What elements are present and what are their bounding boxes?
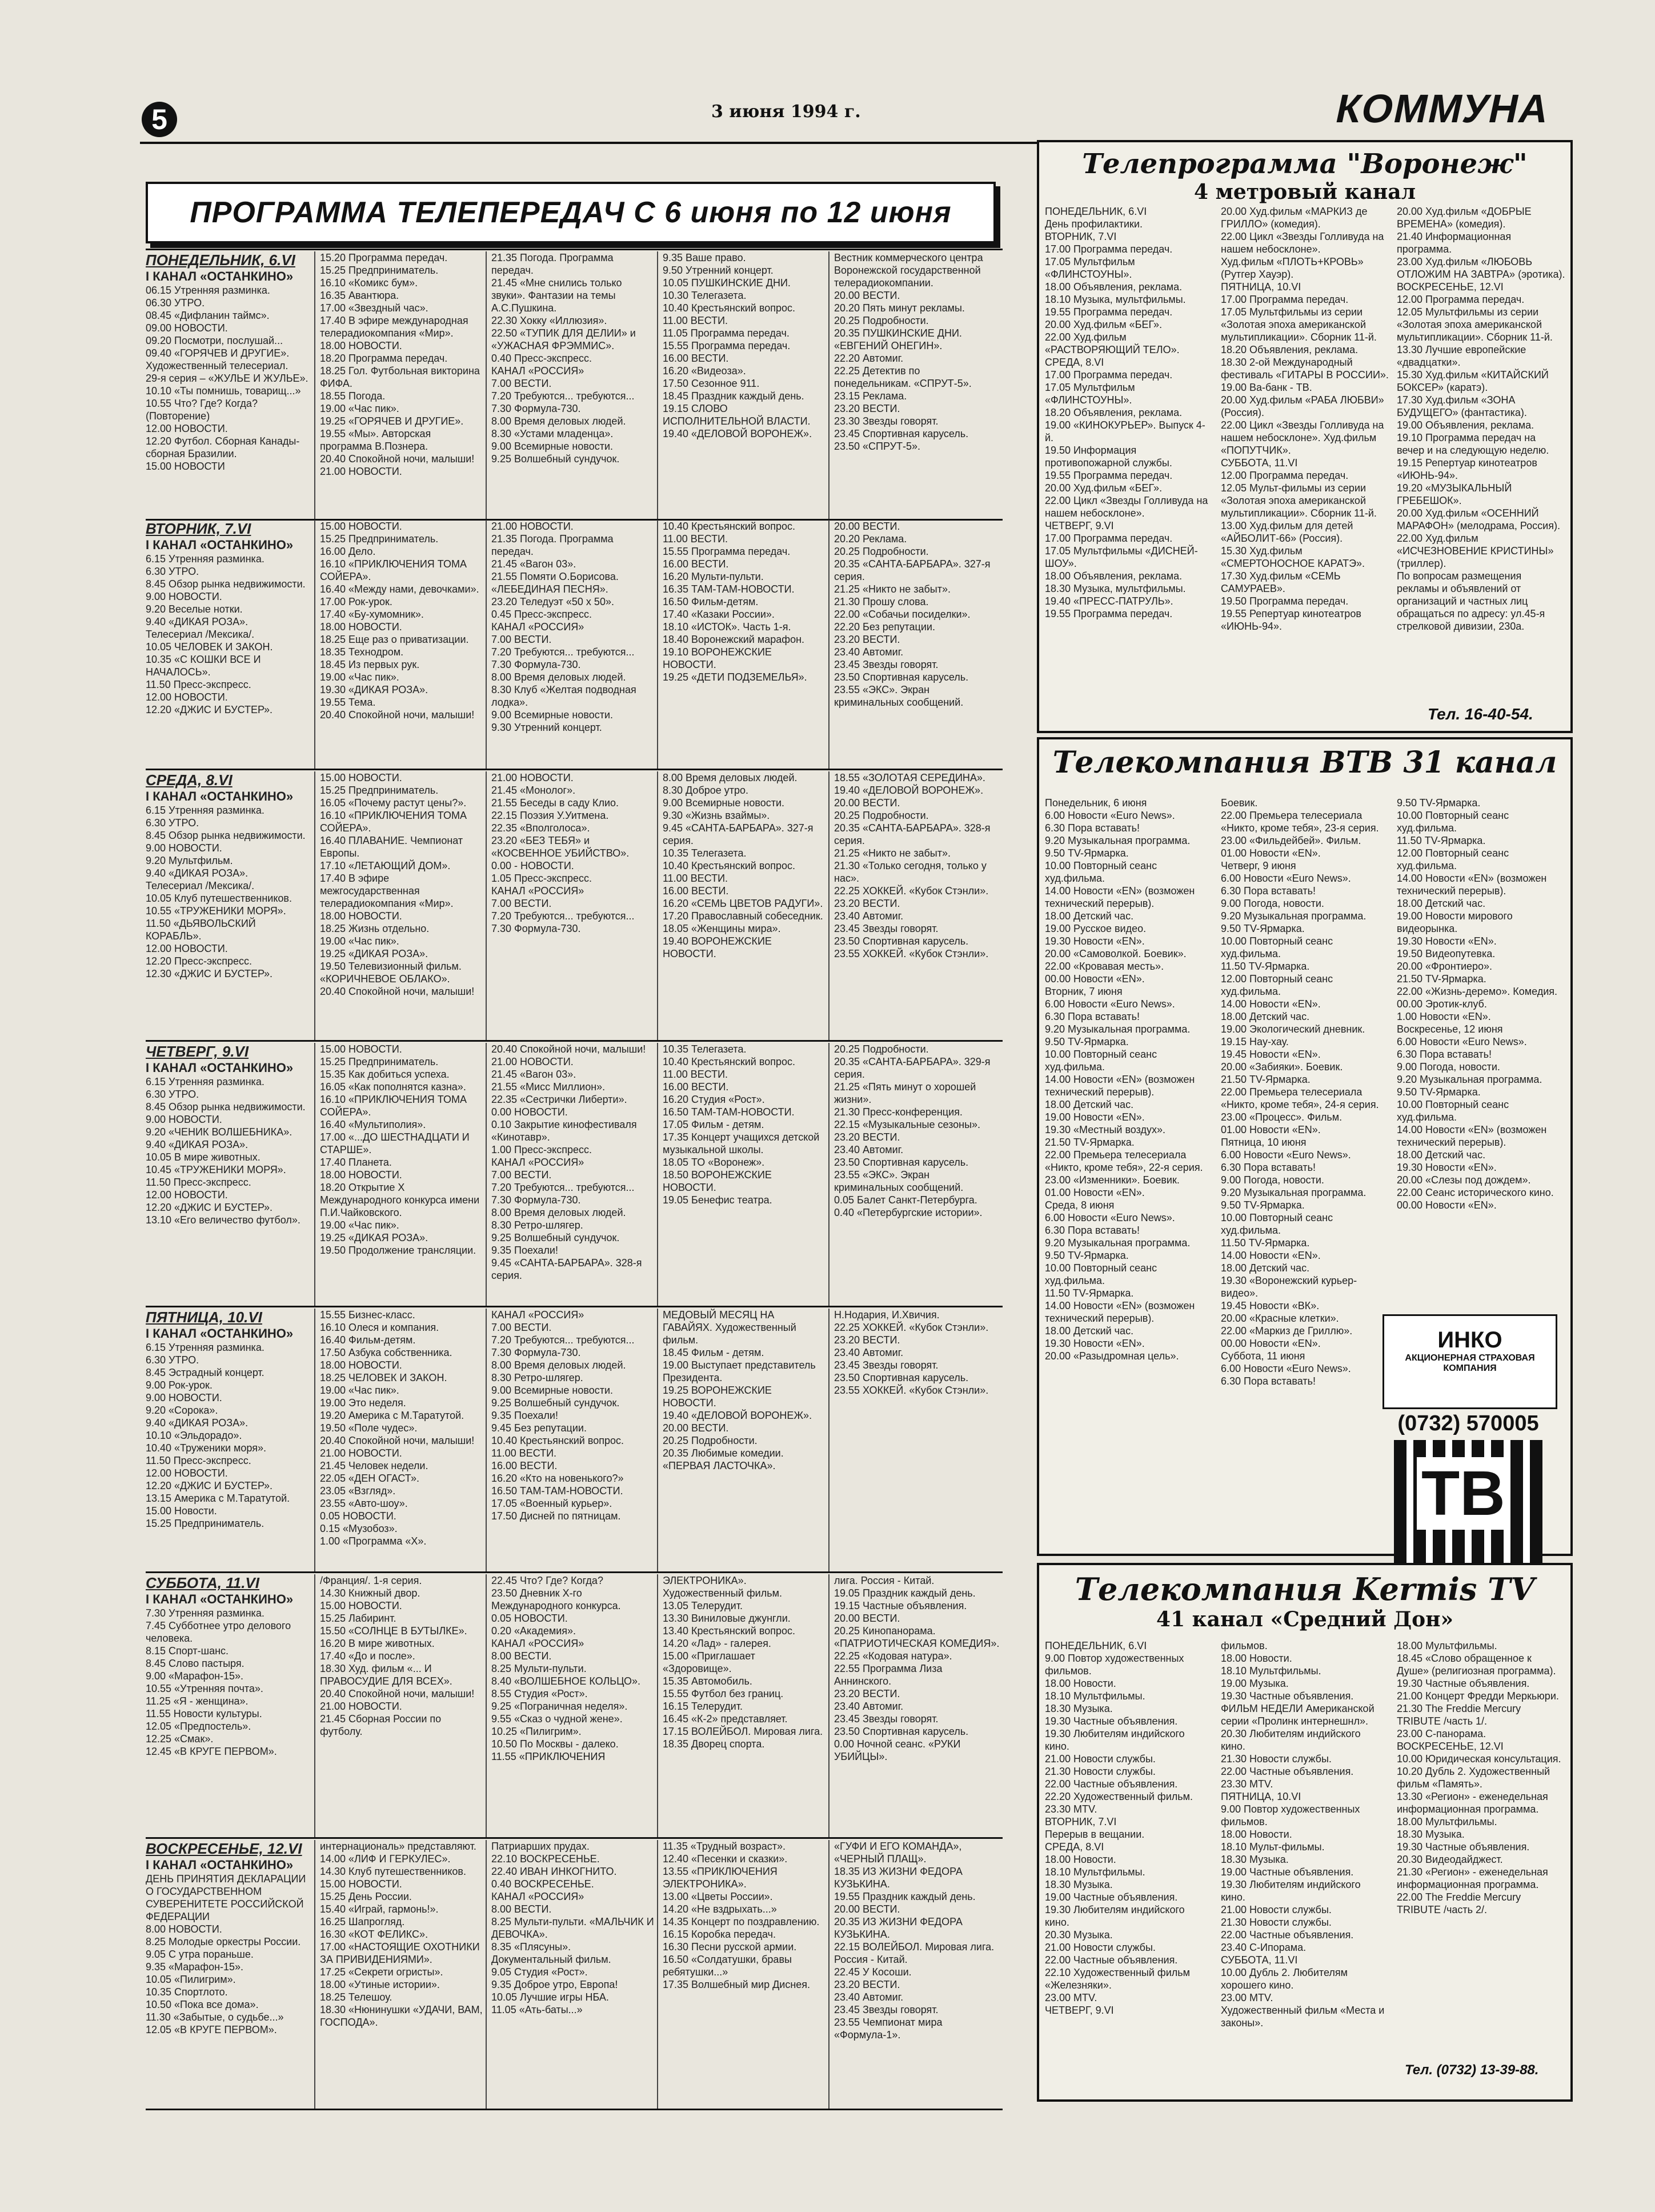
voronezh-phone: Тел. 16-40-54.	[1428, 705, 1533, 723]
day-block-monday	[146, 251, 1003, 521]
day-block-thursday	[146, 1043, 1003, 1307]
vtv-column: 9.50 TV-Ярмарка. 10.00 Повторный сеанс худ.фильма. 11.50 TV-Ярмарка. 12.00 Повторный сеанс худ.фильма. 14.00 Новости «EN» (возможен технический перерыв). 18.00 Детский час. 19.00 Новости мирового видеорынка. 19.30 Новости «EN». 19.50 Видеопутевка. 20.00 «Фронтиеро». 21.50 TV-Ярмарка. 22.00 «Жизнь-деремо». Комедия. 00.00 Эротик-клуб. 1.00 Новости «EN». Воскресенье, 12 июня 6.00 Новости «Euro News». 6.30 Пора вставать! 9.00 Погода, новости. 9.20 Музыкальная программа. 9.50 TV-Ярмарка. 10.00 Повторный сеанс худ.фильма. 14.00 Новости «EN» (возможен технический перерыв). 18.00 Детский час. 19.30 Новости «EN». 20.00 «Слезы под дождем». 22.00 Сеанс исторического кино. 00.00 Новости «EN».	[1397, 797, 1558, 1211]
listing-text: 9.35 Ваше право. 9.50 Утренний концерт. 10.05 ПУШКИНСКИЕ ДНИ. 10.30 Телегазета. 10.40 Крестьянский вопрос. 11.00 ВЕСТИ. 11.05 Программа передач. 15.55 Программа передач. 16.00 ВЕСТИ. 16.20 «Видеоза». 17.50 Сезонное 911. 18.45 Праздник каждый день. 19.15 СЛОВО ИСПОЛНИТЕЛЬНОЙ ВЛАСТИ. 19.40 «ДЕЛОВОЙ ВОРОНЕЖ».	[663, 252, 812, 439]
day-block-friday	[146, 1309, 1003, 1573]
kermis-column: фильмов. 18.00 Новости. 18.10 Мультфильмы. 19.00 Музыка. 19.30 Частные объявления. ФИЛЬМ НЕДЕЛИ Американской серии «Пролинк интернешнл». 20.30 Любителям индийского кино. 21.30 Новости службы. 22.00 Частные объявления. 23.30 MTV. ПЯТНИЦА, 10.VI 9.00 Повтор художественных фильмов. 18.00 Новости. 18.10 Мульт-фильмы. 18.30 Музыка. 19.00 Частные объявления. 19.30 Любителям индийского кино. 21.00 Новости службы. 21.30 Новости службы. 22.00 Частные объявления. 23.40 С-Ипорама. СУББОТА, 11.VI 10.00 Дубль 2. Любителям хорошего кино. 23.00 MTV. Художественный фильм «Места и законы».	[1221, 1640, 1385, 2029]
issue-date: 3 июня 1994 г.	[711, 102, 861, 122]
listing-text: КАНАЛ «РОССИЯ» 7.00 ВЕСТИ. 7.20 Требуются... требуются... 7.30 Формула-730. 8.00 Время деловых людей. 8.30 Ретро-шлягер. 9.00 Всемирные новости. 9.25 Волшебный сундучок. 9.35 Поехали! 9.45 Без репутации. 10.40 Крестьянский вопрос. 11.00 ВЕСТИ. 16.00 ВЕСТИ. 16.20 «Кто на новенького?» 16.50 ТАМ-ТАМ-НОВОСТИ. 17.05 «Военный курьер». 17.50 Дисней по пятницам.	[491, 1309, 635, 1522]
masthead-logo: КОММУНА	[1332, 86, 1554, 131]
listing-text: «ГУФИ И ЕГО КОМАНДА», «ЧЕРНЫЙ ПЛАЩ». 18.35 ИЗ ЖИЗНИ ФЕДОРА КУЗЬКИНА. 19.55 Праздник каждый день. 20.00 ВЕСТИ. 20.35 ИЗ ЖИЗНИ ФЕДОРА КУЗЬКИНА. 22.15 ВОЛЕЙБОЛ. Мировая лига. Россия - Китай. 22.45 У Косоши. 23.20 ВЕСТИ. 23.40 Автомиг. 23.45 Звезды говорят. 23.55 Чемпионат мира «Формула-1».	[834, 1841, 995, 2041]
listing-text: 7.30 Утренняя разминка. 7.45 Субботнее утро делового человека. 8.15 Спорт-шанс. 8.45 Слово пастыря. 9.00 «Марафон-15». 10.55 «Утренняя почта». 11.25 «Я - женщина». 11.55 Новости культуры. 12.05 «Предпостель». 12.25 «Смак». 12.45 «В КРУГЕ ПЕРВОМ».	[146, 1607, 291, 1757]
day-heading: ЧЕТВЕРГ, 9.VI	[146, 1043, 249, 1060]
listing-text: 20.25 Подробности. 20.35 «САНТА-БАРБАРА». 329-я серия. 21.25 «Пять минут о хорошей жизни». 21.30 Пресс-конференция. 22.15 «Музыкальные сезоны». 23.20 ВЕСТИ. 23.40 Автомиг. 23.50 Спортивная карусель. 23.55 «ЭКС». Экран криминальных сообщений. 0.05 Балет Санкт-Петербурга. 0.40 «Петербургские истории».	[834, 1043, 991, 1218]
day-block-sunday	[146, 1840, 1003, 2110]
kermis-box	[1037, 1563, 1573, 2102]
listing-text: 20.40 Спокойной ночи, малыши! 21.00 НОВОСТИ. 21.45 «Вагон 03». 21.55 «Мисс Миллион». 22.35 «Сестрички Либерти». 0.00 НОВОСТИ. 0.10 Закрытие кинофестиваля «Кинотавр». 1.00 Пресс-экспресс. КАНАЛ «РОССИЯ» 7.00 ВЕСТИ. 7.20 Требуются... требуются... 7.30 Формула-730. 8.00 Время деловых людей. 8.30 Ретро-шлягер. 9.25 Волшебный сундучок. 9.35 Поехали! 9.45 «САНТА-БАРБАРА». 328-я серия.	[491, 1043, 646, 1281]
channel-name: I КАНАЛ «ОСТАНКИНО»	[146, 1326, 294, 1341]
channel-name: I КАНАЛ «ОСТАНКИНО»	[146, 1061, 294, 1075]
listing-text: лига. Россия - Китай. 19.05 Праздник каждый день. 19.15 Частные объявления. 20.00 ВЕСТИ. 20.25 Кинопанорама. «ПАТРИОТИЧЕСКАЯ КОМЕДИЯ». 22.25 «Кодовая натура». 22.55 Программа Лиза Аннинского. 23.20 ВЕСТИ. 23.40 Автомиг. 23.45 Звезды говорят. 23.50 Спортивная карусель. 0.00 Ночной сеанс. «РУКИ УБИЙЦЫ».	[834, 1575, 1000, 1762]
listing-text: 15.20 Программа передач. 15.25 Предприниматель. 16.10 «Комикс бум». 16.35 Авантюра. 17.00 «Звездный час». 17.40 В эфире международная телерадиокомпания «Мир». 18.00 НОВОСТИ. 18.20 Программа передач. 18.25 Гол. Футбольная викторина ФИФА. 18.55 Погода. 19.00 «Час пик». 19.25 «ГОРЯЧЕВ И ДРУГИЕ». 19.55 «Мы». Авторская программа В.Познера. 20.40 Спокойной ночи, малыши! 21.00 НОВОСТИ.	[320, 252, 480, 477]
banner-title: ПРОГРАММА ТЕЛЕПЕРЕДАЧ С 6 июня по 12 июня	[190, 196, 952, 229]
schedule-banner	[146, 182, 996, 243]
channel-name: I КАНАЛ «ОСТАНКИНО»	[146, 269, 294, 283]
channel-name: I КАНАЛ «ОСТАНКИНО»	[146, 1858, 294, 1872]
listing-text: 06.15 Утренняя разминка. 06.30 УТРО. 08.45 «Дифланин таймс». 09.00 НОВОСТИ. 09.20 Посмотри, послушай... 09.40 «ГОРЯЧЕВ И ДРУГИЕ». Художественный телесериал. 29-я серия – «ЖУЛЬЕ И ЖУЛЬЕ». 10.10 «Ты помнишь, товарищ...» 10.55 Что? Где? Когда? (Повторение) 12.00 НОВОСТИ. 12.20 Футбол. Сборная Канады-сборная Бразилии. 15.00 НОВОСТИ	[146, 285, 308, 472]
day-heading: ПЯТНИЦА, 10.VI	[146, 1309, 262, 1326]
listing-text: 6.15 Утренняя разминка. 6.30 УТРО. 8.45 Обзор рынка недвижимости. 9.00 НОВОСТИ. 9.20 «ЧЕНИК ВОЛШЕБНИКА». 9.40 «ДИКАЯ РОЗА». 10.05 В мире животных. 10.45 «ТРУЖЕНИКИ МОРЯ». 11.50 Пресс-экспресс. 12.00 НОВОСТИ. 12.20 «ДЖИС И БУСТЕР». 13.10 «Его величество футбол».	[146, 1076, 306, 1226]
listing-text: 21.00 НОВОСТИ. 21.45 «Монолог». 21.55 Беседы в саду Клио. 22.15 Поэзия У.Уитмена. 22.35 «Вполголоса». 23.20 «БЕЗ ТЕБЯ» и «КОСВЕННОЕ УБИЙСТВО». 0.00 - НОВОСТИ. 1.05 Пресс-экспресс. КАНАЛ «РОССИЯ» 7.00 ВЕСТИ. 7.20 Требуются... требуются... 7.30 Формула-730.	[491, 772, 635, 934]
vtv-column: Понедельник, 6 июня 6.00 Новости «Euro News». 6.30 Пора вставать! 9.20 Музыкальная программа. 9.50 TV-Ярмарка. 10.00 Повторный сеанс худ.фильма. 14.00 Новости «EN» (возможен технический перерыв). 18.00 Детский час. 19.00 Русское видео. 19.30 Новости «EN». 20.00 «Самоволкой. Боевик». 22.00 «Кровавая месть». 00.00 Новости «EN». Вторник, 7 июня 6.00 Новости «Euro News». 6.30 Пора вставать! 9.20 Музыкальная программа. 9.50 TV-Ярмарка. 10.00 Повторный сеанс худ.фильма. 14.00 Новости «EN» (возможен технический перерыв). 18.00 Детский час. 19.00 Новости «EN». 19.30 «Местный воздух». 21.50 TV-Ярмарка. 22.00 Премьера телесериала «Никто, кроме тебя», 22-я серия. 23.00 «Изменники». Боевик. 01.00 Новости «EN». Среда, 8 июня 6.00 Новости «Euro News». 6.30 Пора вставать! 9.20 Музыкальная программа. 9.50 TV-Ярмарка. 10.00 Повторный сеанс худ.фильма. 11.50 TV-Ярмарка. 14.00 Новости «EN» (возможен технический перерыв). 18.00 Детский час. 19.30 Новости «EN». 20.00 «Разыдромная цель».	[1045, 797, 1203, 1362]
voronezh-column: 20.00 Худ.фильм «ДОБРЫЕ ВРЕМЕНА» (комедия). 21.40 Информационная программа. 23.00 Худ.фильм «ЛЮБОВЬ ОТЛОЖИМ НА ЗАВТРА» (эротика). ВОСКРЕСЕНЬЕ, 12.VI 12.00 Программа передач. 12.05 Мультфильмы из серии «Золотая эпоха американской мультипликации». Сборник 11-й. 13.30 Лучшие европейские «двадцатки». 15.30 Худ.фильм «КИТАЙСКИЙ БОКСЕР» (каратэ). 17.30 Худ.фильм «ЗОНА БУДУЩЕГО» (фантастика). 19.00 Объявления, реклама. 19.10 Программа передач на вечер и на следующую неделю. 19.15 Репертуар кинотеатров «ИЮНЬ-94». 19.20 «МУЗЫКАЛЬНЫЙ ГРЕБЕШОК». 20.00 Худ.фильм «ОСЕННИЙ МАРАФОН» (мелодрама, Россия). 22.00 Худ.фильм «ИСЧЕЗНОВЕНИЕ КРИСТИНЫ» (триллер). По вопросам размещения рекламы и объявлений от организаций и частных лиц обращаться по адресу: ул.45-я стрелковой дивизии, 230а.	[1397, 206, 1565, 632]
listing-text: 15.00 НОВОСТИ. 15.25 Предприниматель. 15.35 Как добиться успеха. 16.05 «Как пополнятся казна». 16.10 «ПРИКЛЮЧЕНИЯ ТОМА СОЙЕРА». 16.40 «Мультиполия». 17.00 «...ДО ШЕСТНАДЦАТИ И СТАРШЕ». 17.40 Планета. 18.00 НОВОСТИ. 18.20 Открытие Х Международного конкурса имени П.И.Чайковского. 19.00 «Час пик». 19.25 «ДИКАЯ РОЗА». 19.50 Продолжение трансляции.	[320, 1043, 480, 1256]
listing-text: 11.35 «Трудный возраст». 12.40 «Песенки и сказки». 13.55 «ПРИКЛЮЧЕНИЯ ЭЛЕКТРОНИКА». 13.00 «Цветы России». 14.20 «Не вздрыхать...» 14.35 Концерт по поздравлению. 16.15 Коробка передач. 16.30 Песни русской армии. 16.50 «Солдатушки, бравы ребятушки...» 17.35 Волшебный мир Диснея.	[663, 1841, 820, 1990]
listing-text: МЕДОВЫЙ МЕСЯЦ НА ГАВАЙЯХ. Художественный фильм. 18.45 Фильм - детям. 19.00 Выступает представитель Президента. 19.25 ВОРОНЕЖСКИЕ НОВОСТИ. 19.40 «ДЕЛОВОЙ ВОРОНЕЖ». 20.00 ВЕСТИ. 20.25 Подробности. 20.35 Любимые комедии. «ПЕРВАЯ ЛАСТОЧКА».	[663, 1309, 816, 1471]
kermis-column: ПОНЕДЕЛЬНИК, 6.VI 9.00 Повтор художественных фильмов. 18.00 Новости. 18.10 Мультфильмы. 18.30 Музыка. 19.30 Частные объявления. 19.30 Любителям индийского кино. 21.00 Новости службы. 21.30 Новости службы. 22.00 Частные объявления. 22.20 Художественный фильм. 23.30 MTV. ВТОРНИК, 7.VI Перерыв в вещании. СРЕДА, 8.VI 18.00 Новости. 18.10 Мультфильмы. 18.30 Музыка. 19.00 Частные объявления. 19.30 Любителям индийского кино. 20.30 Музыка. 21.00 Новости службы. 22.00 Частные объявления. 22.10 Художественный фильм «Железняки». 23.00 MTV. ЧЕТВЕРГ, 9.VI	[1045, 1640, 1193, 2016]
page-number: 5	[142, 102, 177, 137]
kermis-subtitle: 41 канал «Средний Дон»	[1156, 1607, 1453, 1631]
listing-text: 10.35 Телегазета. 10.40 Крестьянский вопрос. 11.00 ВЕСТИ. 16.00 ВЕСТИ. 16.20 Студия «Рост». 16.50 ТАМ-ТАМ-НОВОСТИ. 17.05 Фильм - детям. 17.35 Концерт учащихся детской музыкальной школы. 18.05 ТО «Воронеж». 18.50 ВОРОНЕЖСКИЕ НОВОСТИ. 19.05 Бенефис театра.	[663, 1043, 820, 1206]
day-block-saturday	[146, 1574, 1003, 1839]
kermis-phone: Тел. (0732) 13-39-88.	[1405, 2062, 1539, 2078]
voronezh-box	[1037, 140, 1573, 733]
listing-text: 18.55 «ЗОЛОТАЯ СЕРЕДИНА». 19.40 «ДЕЛОВОЙ ВОРОНЕЖ». 20.00 ВЕСТИ. 20.25 Подробности. 20.35 «САНТА-БАРБАРА». 328-я серия. 21.25 «Никто не забыт». 21.30 «Только сегодня, только у нас». 22.25 ХОККЕЙ. «Кубок Стэнли». 23.20 ВЕСТИ. 23.40 Автомиг. 23.45 Звезды говорят. 23.50 Спортивная карусель. 23.55 ХОККЕЙ. «Кубок Стэнли».	[834, 772, 991, 959]
day-heading: ВОСКРЕСЕНЬЕ, 12.VI	[146, 1840, 302, 1857]
channel-name: I КАНАЛ «ОСТАНКИНО»	[146, 1592, 294, 1606]
listing-text: 15.55 Бизнес-класс. 16.10 Олеся и компания. 16.40 Фильм-детям. 17.50 Азбука собственника. 18.00 НОВОСТИ. 18.25 ЧЕЛОВЕК И ЗАКОН. 19.00 «Час пик». 19.00 Это неделя. 19.20 Америка с М.Таратутой. 19.50 «Поле чудес». 20.40 Спокойной ночи, малыши! 21.00 НОВОСТИ. 21.45 Человек недели. 22.05 «ДЕН ОГАСТ». 23.05 «Взгляд». 23.55 «Авто-шоу». 0.05 НОВОСТИ. 0.15 «Музобоз». 1.00 «Программа «Х».	[320, 1309, 475, 1547]
listing-text: интернациональ» представляют. 14.00 «ЛИФ И ГЕРКУЛЕС». 14.30 Клуб путешественников. 15.00 НОВОСТИ. 15.25 День России. 15.40 «Играй, гармонь!». 16.25 Шапрогляд. 16.30 «КОТ ФЕЛИКС». 17.00 «НАСТОЯЩИЕ ОХОТНИКИ ЗА ПРИВИДЕНИЯМИ». 17.25 «Секрети огристы». 18.00 «Утиные истории». 18.25 Телешоу. 18.30 «Нюнинушки «УДАЧИ, ВАМ, ГОСПОДА».	[320, 1841, 483, 2028]
listing-text: 8.00 Время деловых людей. 8.30 Доброе утро. 9.00 Всемирные новости. 9.30 «Жизнь взаймы». 9.45 «САНТА-БАРБАРА». 327-я серия. 10.35 Телегазета. 10.40 Крестьянский вопрос. 11.00 ВЕСТИ. 16.00 ВЕСТИ. 16.20 «СЕМЬ ЦВЕТОВ РАДУГИ». 17.20 Православный собеседник. 18.05 «Женщины мира». 19.40 ВОРОНЕЖСКИЕ НОВОСТИ.	[663, 772, 823, 959]
listing-text: ДЕНЬ ПРИНЯТИЯ ДЕКЛАРАЦИИ О ГОСУДАРСТВЕННОМ СУВЕРЕНИТЕТЕ РОССИЙСКОЙ ФЕДЕРАЦИИ 8.00 НОВОСТИ. 8.25 Молодые оркестры России. 9.05 С утра пораньше. 9.35 «Марафон-15». 10.05 «Пилигрим». 10.35 Спортлото. 10.50 «Пока все дома». 11.30 «Забытые, о судьбе...» 12.05 «В КРУГЕ ПЕРВОМ».	[146, 1873, 306, 2035]
listing-text: 21.35 Погода. Программа передач. 21.45 «Мне снились только звуки». Фантазии на темы А.С.Пушкина. 22.30 Хокку «Иллюзия». 22.50 «ТУПИК ДЛЯ ДЕЛИИ» и «УЖАСНАЯ ФРЭММИС». 0.40 Пресс-экспресс. КАНАЛ «РОССИЯ» 7.00 ВЕСТИ. 7.20 Требуются... требуются... 7.30 Формула-730. 8.00 Время деловых людей. 8.30 «Устами младенца». 9.00 Всемирные новости. 9.25 Волшебный сундучок.	[491, 252, 636, 465]
inko-ad	[1382, 1314, 1557, 1409]
ad-tagline: АКЦИОНЕРНАЯ СТРАХОВАЯ КОМПАНИЯ	[1405, 1353, 1535, 1373]
voronezh-column: 20.00 Худ.фильм «МАРКИЗ де ГРИЛЛО» (комедия). 22.00 Цикл «Звезды Голливуда на нашем небосклоне». Худ.фильм «ПЛОТЬ+КРОВЬ» (Рутгер Хауэр). ПЯТНИЦА, 10.VI 17.00 Программа передач. 17.05 Мультфильмы из серии «Золотая эпоха американской мультипликации». Сборник 11-й. 18.20 Объявления, реклама. 18.30 2-ой Международный фестиваль «ГИТАРЫ В РОССИИ». 19.00 Ва-банк - ТВ. 20.00 Худ.фильм «РАБА ЛЮБВИ» (Россия). 22.00 Цикл «Звезды Голливуда на нашем небосклоне». Худ.фильм «ПОПУТЧИК». СУББОТА, 11.VI 12.00 Программа передач. 12.05 Мульт-фильмы из серии «Золотая эпоха американской мультипликации». Сборник 11-й. 13.00 Худ.фильм для детей «АЙБОЛИТ-66» (Россия). 15.30 Худ.фильм «СМЕРТОНОСНОЕ КАРАТЭ». 17.30 Худ.фильм «СЕМЬ САМУРАЕВ». 19.50 Программа передач. 19.55 Репертуар кинотеатров «ИЮНЬ-94».	[1221, 206, 1389, 632]
day-block-tuesday	[146, 520, 1003, 770]
channel-name: I КАНАЛ «ОСТАНКИНО»	[146, 789, 294, 803]
tv-logo-icon	[1394, 1440, 1542, 1577]
vtv-title: Телекомпания ВТВ 31 канал	[1052, 745, 1557, 780]
kermis-column: 18.00 Мультфильмы. 18.45 «Слово обращенное к Душе» (религиозная программа). 19.30 Частные объявления. 21.00 Концерт Фредди Меркьюри. 21.30 The Freddie Mercury TRIBUTE /часть 1/. 23.00 С-панорама. ВОСКРЕСЕНЬЕ, 12.VI 10.00 Юридическая консультация. 10.20 Дубль 2. Художественный фильм «Память». 13.30 «Регион» - еженедельная информационная программа. 18.00 Мультфильмы. 18.30 Музыка. 19.30 Частные объявления. 20.30 Видеодайджест. 21.30 «Регион» - еженедельная информационная программа. 22.00 The Freddie Mercury TRIBUTE /часть 2/.	[1397, 1640, 1561, 1915]
listing-text: 6.15 Утренняя разминка. 6.30 УТРО. 8.45 Обзор рынка недвижимости. 9.00 НОВОСТИ. 9.20 Веселые нотки. 9.40 «ДИКАЯ РОЗА». Телесериал /Мексика/. 10.05 ЧЕЛОВЕК И ЗАКОН. 10.35 «С КОШКИ ВСЕ И НАЧАЛОСЬ». 11.50 Пресс-экспресс. 12.00 НОВОСТИ. 12.20 «ДЖИС И БУСТЕР».	[146, 553, 306, 715]
listing-text: 20.00 ВЕСТИ. 20.20 Реклама. 20.25 Подробности. 20.35 «САНТА-БАРБАРА». 327-я серия. 21.25 «Никто не забыт». 21.30 Прошу слова. 22.00 «Собачьи посиделки». 22.20 Без репутации. 23.20 ВЕСТИ. 23.40 Автомиг. 23.45 Звезды говорят. 23.50 Спортивная карусель. 23.55 «ЭКС». Экран криминальных сообщений.	[834, 521, 991, 708]
day-heading: ВТОРНИК, 7.VI	[146, 520, 251, 537]
channel-name: I КАНАЛ «ОСТАНКИНО»	[146, 538, 294, 552]
listing-text: Н.Нодария, И.Хвичия. 22.25 ХОККЕЙ. «Кубок Стэнли». 23.20 ВЕСТИ. 23.40 Автомиг. 23.45 Звезды говорят. 23.50 Спортивная карусель. 23.55 ХОККЕЙ. «Кубок Стэнли».	[834, 1309, 989, 1396]
listing-text: 6.15 Утренняя разминка. 6.30 УТРО. 8.45 Обзор рынка недвижимости. 9.00 НОВОСТИ. 9.20 Мультфильм. 9.40 «ДИКАЯ РОЗА». Телесериал /Мексика/. 10.05 Клуб путешественников. 10.55 «ТРУЖЕНИКИ МОРЯ». 11.50 «ДЬЯВОЛЬСКИЙ КОРАБЛЬ». 12.00 НОВОСТИ. 12.20 Пресс-экспресс. 12.30 «ДЖИС И БУСТЕР».	[146, 805, 306, 979]
listing-text: 6.15 Утренняя разминка. 6.30 УТРО. 8.45 Эстрадный концерт. 9.00 Рок-урок. 9.00 НОВОСТИ. 9.20 «Сорока». 9.40 «ДИКАЯ РОЗА». 10.10 «Эльдорадо». 10.40 «Труженики моря». 11.50 Пресс-экспресс. 12.00 НОВОСТИ. 12.20 «ДЖИС И БУСТЕР». 13.15 Америка с М.Таратутой. 15.00 Новости. 15.25 Предприниматель.	[146, 1342, 290, 1529]
day-heading: ПОНЕДЕЛЬНИК, 6.VI	[146, 251, 295, 269]
kermis-title: Телекомпания Kermis TV	[1075, 1571, 1535, 1607]
listing-text: ЭЛЕКТРОНИКА». Художественный фильм. 13.05 Телерудит. 13.30 Виниловые джунгли. 13.40 Крестьянский вопрос. 14.20 «Лад» - галерея. 15.00 «Приглашает «Здоровище». 15.35 Автомобиль. 15.55 Футбол без границ. 16.15 Телерудит. 16.45 «К-2» представляет. 17.15 ВОЛЕЙБОЛ. Мировая лига. 18.35 Дворец спорта.	[663, 1575, 823, 1750]
listing-text: 15.00 НОВОСТИ. 15.25 Предприниматель. 16.00 Дело. 16.10 «ПРИКЛЮЧЕНИЯ ТОМА СОЙЕРА». 16.40 «Между нами, девочками». 17.00 Рок-урок. 17.40 «Бу-хумомник». 18.00 НОВОСТИ. 18.25 Еще раз о приватизации. 18.35 Технодром. 18.45 Из первых рук. 19.00 «Час пик». 19.30 «ДИКАЯ РОЗА». 19.55 Тема. 20.40 Спокойной ночи, малыши!	[320, 521, 479, 721]
listing-text: Вестник коммерческого центра Воронежской государственной телерадиокомпании. 20.00 ВЕСТИ. 20.20 Пять минут рекламы. 20.25 Подробности. 20.35 ПУШКИНСКИЕ ДНИ. «ЕВГЕНИЙ ОНЕГИН». 22.20 Автомиг. 22.25 Детектив по понедельникам. «СПРУТ-5». 23.15 Реклама. 23.20 ВЕСТИ. 23.30 Звезды говорят. 23.45 Спортивная карусель. 23.50 «СПРУТ-5».	[834, 252, 983, 452]
listing-text: 21.00 НОВОСТИ. 21.35 Погода. Программа передач. 21.45 «Вагон 03». 21.55 Помяти О.Борисова. «ЛЕБЕДИНАЯ ПЕСНЯ». 23.20 Теледуэт «50 х 50». 0.45 Пресс-экспресс. КАНАЛ «РОССИЯ» 7.00 ВЕСТИ. 7.20 Требуются... требуются... 7.30 Формула-730. 8.00 Время деловых людей. 8.30 Клуб «Желтая подводная лодка». 9.00 Всемирные новости. 9.30 Утренний концерт.	[491, 521, 636, 733]
day-heading: СРЕДА, 8.VI	[146, 771, 233, 789]
listing-text: 10.40 Крестьянский вопрос. 11.00 ВЕСТИ. 15.55 Программа передач. 16.00 ВЕСТИ. 16.20 Мульти-пульти. 16.35 ТАМ-ТАМ-НОВОСТИ. 16.50 Фильм-детям. 17.40 «Казаки России». 18.10 «ИСТОК». Часть 1-я. 18.40 Воронежский марафон. 19.10 ВОРОНЕЖСКИЕ НОВОСТИ. 19.25 «ДЕТИ ПОДЗЕМЕЛЬЯ».	[663, 521, 807, 683]
vtv-column: Боевик. 22.00 Премьера телесериала «Никто, кроме тебя», 23-я серия. 23.00 «Фильдейбей». Фильм. 01.00 Новости «EN». Четверг, 9 июня 6.00 Новости «Euro News». 6.30 Пора вставать! 9.00 Погода, новости. 9.20 Музыкальная программа. 9.50 TV-Ярмарка. 10.00 Повторный сеанс худ.фильма. 11.50 TV-Ярмарка. 12.00 Повторный сеанс худ.фильма. 14.00 Новости «EN». 18.00 Детский час. 19.00 Экологический дневник. 19.15 Hay-хау. 19.45 Новости «EN». 20.00 «Забияки». Боевик. 21.50 TV-Ярмарка. 22.00 Премьера телесериала «Никто, кроме тебя», 24-я серия. 23.00 «Процесс». Фильм. 01.00 Новости «EN». Пятница, 10 июня 6.00 Новости «Euro News». 6.30 Пора вставать! 9.00 Погода, новости. 9.20 Музыкальная программа. 9.50 TV-Ярмарка. 10.00 Повторный сеанс худ.фильма. 11.50 TV-Ярмарка. 14.00 Новости «EN». 18.00 Детский час. 19.30 «Воронежский курьер-видео». 19.45 Новости «ВК». 20.00 «Красные клетки». 22.00 «Маркиз де Гриллю». 00.00 Новости «EN». Суббота, 11 июня 6.00 Новости «Euro News». 6.30 Пора вставать!	[1221, 797, 1379, 1387]
listing-text: 22.45 Что? Где? Когда? 23.50 Дневник Х-го Международного конкурса. 0.05 НОВОСТИ. 0.20 «Академия». КАНАЛ «РОССИЯ» 8.00 ВЕСТИ. 8.25 Мульти-пульти. 8.40 «ВОЛШЕБНОЕ КОЛЬЦО». 8.55 Студия «Рост». 9.25 «Пограничная неделя». 9.55 «Сказ о чудной жене». 10.25 «Пилигрим». 10.50 По Москвы - далеко. 11.55 «ПРИКЛЮЧЕНИЯ	[491, 1575, 641, 1762]
voronezh-title: Телепрограмма "Воронеж"	[1082, 148, 1528, 180]
tv-logo-text: ТВ	[1417, 1457, 1510, 1530]
listing-text: Патриарших прудах. 22.10 ВОСКРЕСЕНЬЕ. 22.40 ИВАН ИНКОГНИТО. 0.40 ВОСКРЕСЕНЬЕ. КАНАЛ «РОССИЯ» 8.00 ВЕСТИ. 8.25 Мульти-пульти. «МАЛЬЧИК И ДЕВОЧКА». 8.35 «Плясуны». Документальный фильм. 9.05 Студия «Рост». 9.35 Доброе утро, Европа! 10.05 Лучшие игры НБА. 11.05 «Ать-баты...»	[491, 1841, 654, 2015]
day-block-wednesday	[146, 771, 1003, 1042]
main-schedule	[146, 249, 1003, 250]
voronezh-column: ПОНЕДЕЛЬНИК, 6.VI День профилактики. ВТОРНИК, 7.VI 17.00 Программа передач. 17.05 Мультфильм «ФЛИНСТОУНЫ». 18.00 Объявления, реклама. 18.10 Музыка, мультфильмы. 19.55 Программа передач. 20.00 Худ.фильм «БЕГ». 22.00 Худ.фильм «РАСТВОРЯЮЩИЙ ТЕЛО». СРЕДА, 8.VI 17.00 Программа передач. 17.05 Мультфильм «ФЛИНСТОУНЫ». 18.20 Объявления, реклама. 19.00 «КИНОКУРЬЕР». Выпуск 4-й. 19.50 Информация противопожарной службы. 19.55 Программа передач. 20.00 Худ.фильм «БЕГ». 22.00 Цикл «Звезды Голливуда на нашем небосклоне». ЧЕТВЕРГ, 9.VI 17.00 Программа передач. 17.05 Мультфильмы «ДИСНЕЙ-ШОУ». 18.00 Объявления, реклама. 18.30 Музыка, мультфильмы. 19.40 «ПРЕСС-ПАТРУЛЬ». 19.55 Программа передач.	[1045, 206, 1208, 619]
voronezh-subtitle: 4 метровый канал	[1194, 180, 1416, 204]
listing-text: /Франция/. 1-я серия. 14.30 Книжный двор. 15.00 НОВОСТИ. 15.25 Лабиринт. 15.50 «СОЛНЦЕ В БУТЫЛКЕ». 16.20 В мире животных. 17.40 «До и после». 18.30 Худ. фильм «... И ПРАВОСУДИЕ ДЛЯ ВСЕХ». 20.40 Спокойной ночи, малыши! 21.00 НОВОСТИ. 21.45 Сборная России по футболу.	[320, 1575, 475, 1737]
ad-brand: ИНКО	[1437, 1327, 1502, 1353]
ad-phone: (0732) 570005	[1397, 1411, 1539, 1435]
day-heading: СУББОТА, 11.VI	[146, 1574, 259, 1591]
listing-text: 15.00 НОВОСТИ. 15.25 Предприниматель. 16.05 «Почему растут цены?». 16.10 «ПРИКЛЮЧЕНИЯ ТОМА СОЙЕРА». 16.40 ПЛАВАНИЕ. Чемпионат Европы. 17.10 «ЛЕТАЮЩИЙ ДОМ». 17.40 В эфире межгосударственная телерадиокомпания «Мир». 18.00 НОВОСТИ. 18.25 Жизнь отдельно. 19.00 «Час пик». 19.25 «ДИКАЯ РОЗА». 19.50 Телевизионный фильм. «КОРИЧНЕВОЕ ОБЛАКО». 20.40 Спокойной ночи, малыши!	[320, 772, 475, 997]
